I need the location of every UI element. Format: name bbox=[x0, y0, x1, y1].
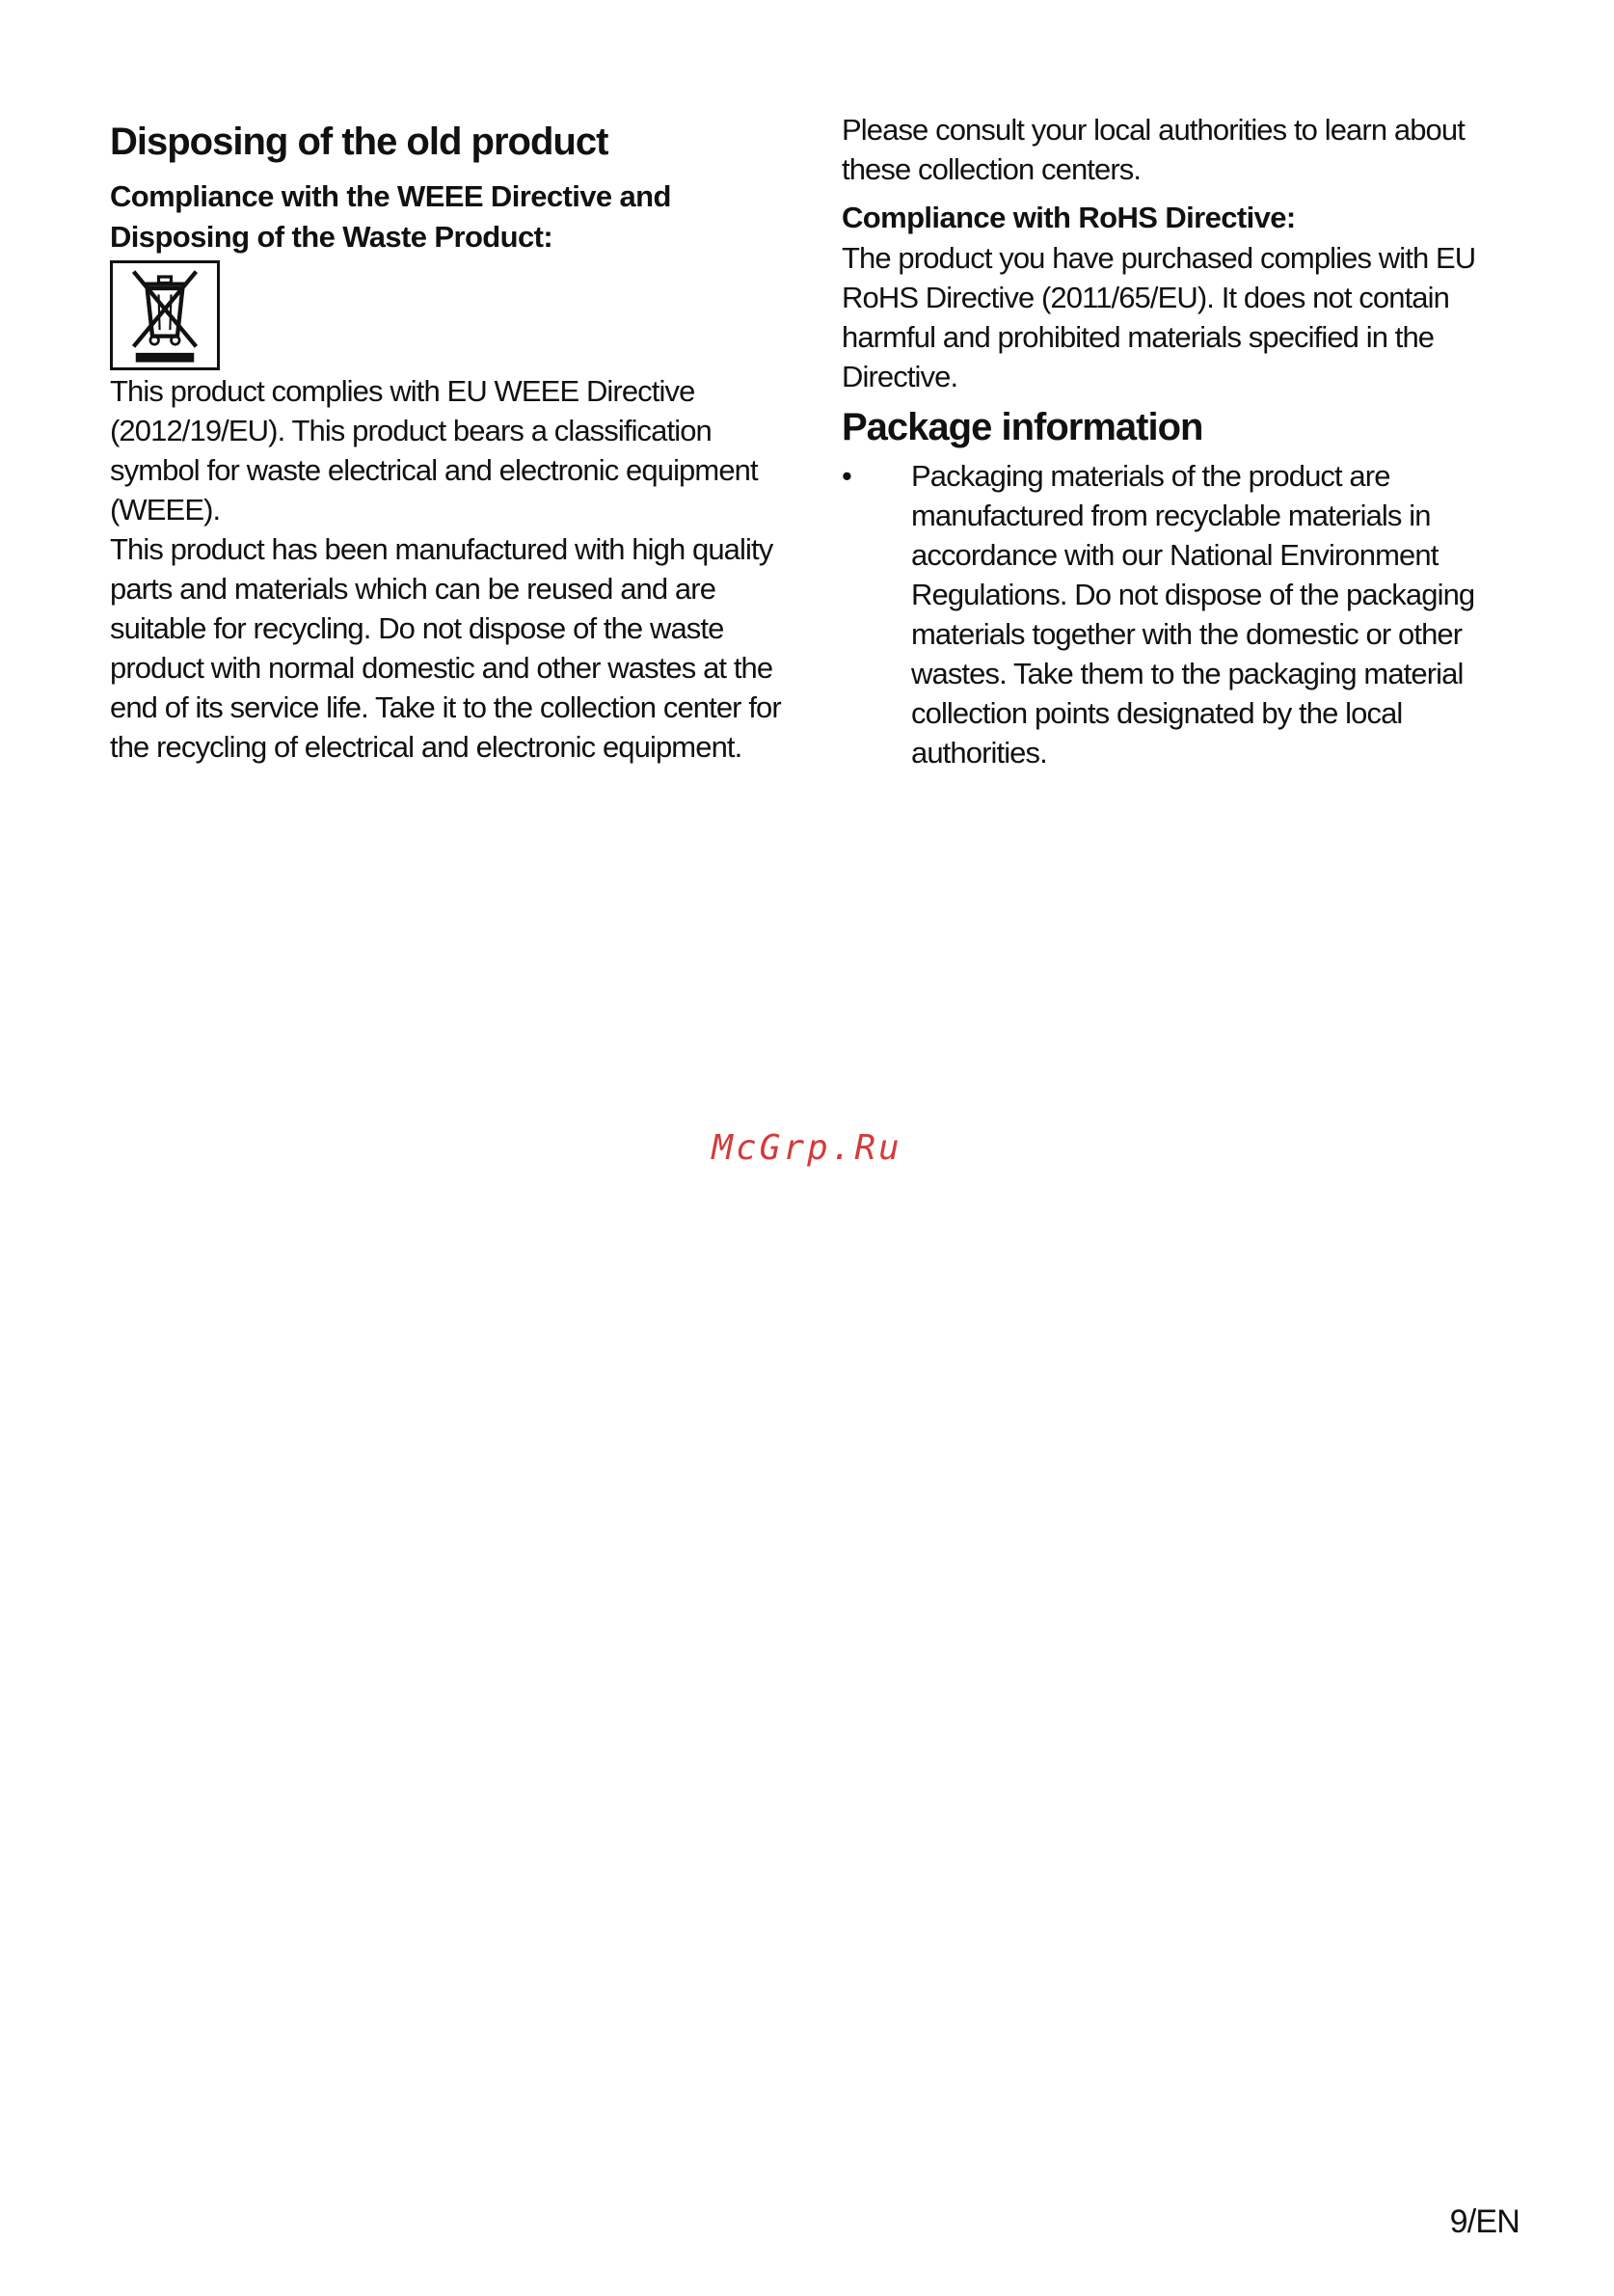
weee-compliance-paragraph: This product complies with EU WEEE Directive (2012/19/EU). This product bears a classification symbol for waste electrical and electronic equipment (WEEE). bbox=[110, 374, 758, 527]
watermark: McGrp.Ru bbox=[712, 1128, 902, 1168]
bullet-marker: • bbox=[842, 459, 852, 493]
crossed-out-wheeled-bin-icon bbox=[110, 260, 220, 370]
weee-subheading: Compliance with the WEEE Directive and Disposing of the Waste Product: bbox=[110, 179, 671, 254]
rohs-heading: Compliance with RoHS Directive: bbox=[842, 201, 1296, 234]
package-bullet-text: Packaging materials of the product are manufactured from recyclable materials in accordance with our National Environment Regulations. Do not dispose of the packaging materials together with the domestic or other wastes. Take them to the packaging material collection points designated by the local authorities. bbox=[911, 459, 1475, 770]
recycling-paragraph: This product has been manufactured with high quality parts and materials which can be reused and are suitable for recycling. Do not dispose of the waste product with normal domestic and other wastes at the end of its service life. Take it to the collection center for the recycling of electrical and electronic equipment. bbox=[110, 532, 781, 764]
page-number: 9/EN bbox=[1449, 2203, 1520, 2240]
section-heading-package: Package information bbox=[842, 406, 1203, 448]
section-heading-disposing: Disposing of the old product bbox=[110, 121, 608, 163]
rohs-paragraph: The product you have purchased complies with EU RoHS Directive (2011/65/EU). It does not contain harmful and prohibited materials specified in the Directive. bbox=[842, 241, 1476, 393]
collection-centers-paragraph: Please consult your local authorities to learn about these collection centers. bbox=[842, 113, 1465, 186]
